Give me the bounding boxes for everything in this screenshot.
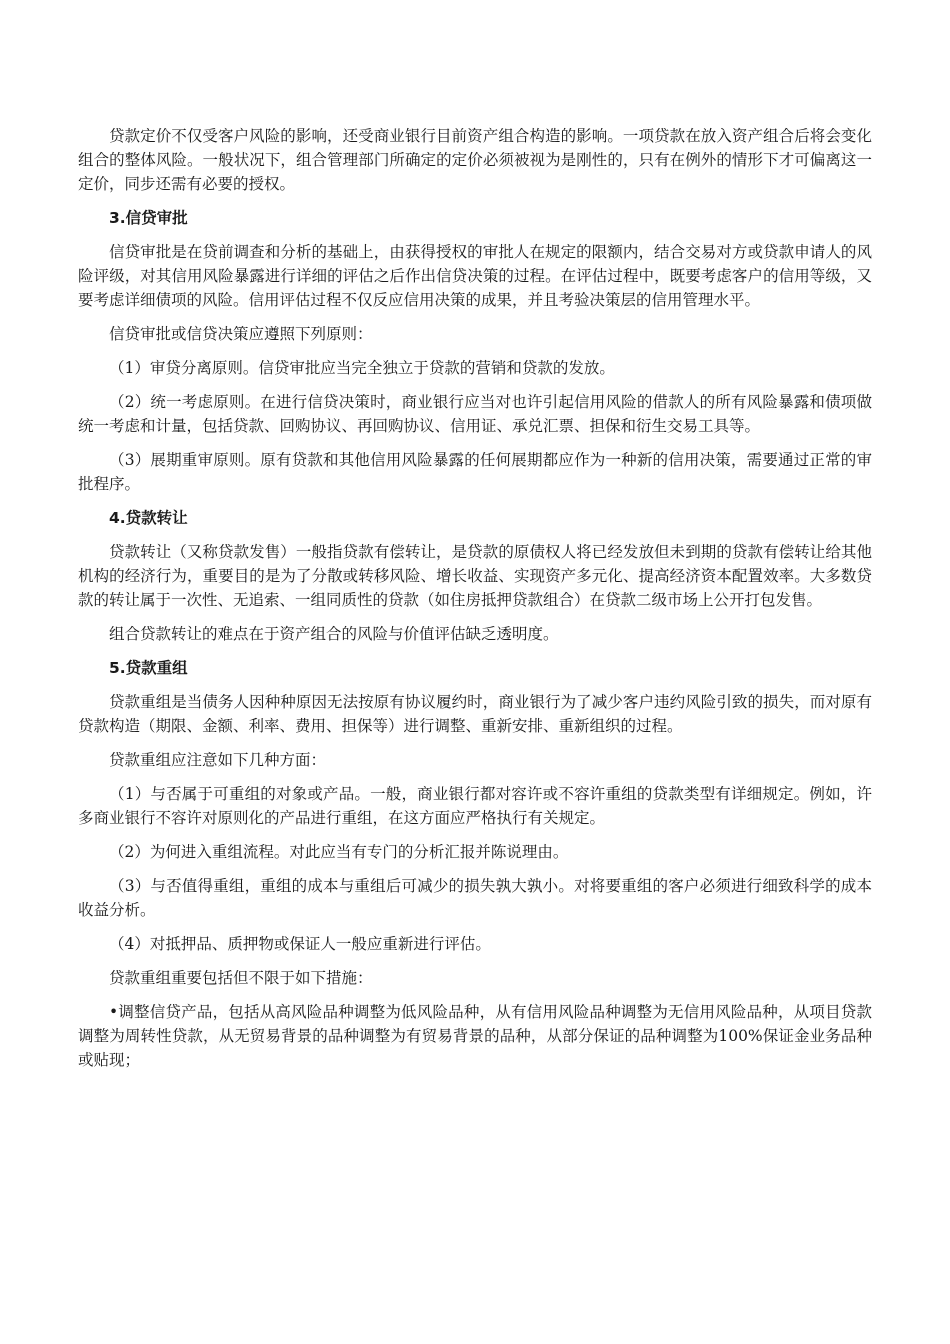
aspect-3: （3）与否值得重组，重组的成本与重组后可减少的损失孰大孰小。对将要重组的客户必须进行细致科学的成本收益分析。: [78, 877, 872, 919]
paragraph-pricing: 贷款定价不仅受客户风险的影响，还受商业银行目前资产组合构造的影响。一项贷款在放入资产组合后将会变化组合的整体风险。一般状况下，组合管理部门所确定的定价必须被视为是刚性的，只有在例外的情形下才可偏离这一定价，同步还需有必要的授权。: [78, 127, 872, 193]
paragraph-restructuring: 贷款重组是当债务人因种种原因无法按原有协议履约时，商业银行为了减少客户违约风险引致的损失，而对原有贷款构造（期限、金额、利率、费用、担保等）进行调整、重新安排、重新组织的过程。: [78, 693, 872, 735]
principle-1: （1）审贷分离原则。信贷审批应当完全独立于贷款的营销和贷款的发放。: [109, 359, 615, 377]
principle-2: （2）统一考虑原则。在进行信贷决策时，商业银行应当对也许引起信用风险的借款人的所有风险暴露和债项做统一考虑和计量，包括贷款、回购协议、再回购协议、信用证、承兑汇票、担保和衍生交易工具等。: [78, 393, 872, 435]
paragraph-principles-intro: 信贷审批或信贷决策应遵照下列原则：: [109, 325, 373, 343]
paragraph-credit-approval: 信贷审批是在贷前调查和分析的基础上，由获得授权的审批人在规定的限额内，结合交易对方或贷款申请人的风险评级，对其信用风险暴露进行详细的评估之后作出信贷决策的过程。在评估过程中，既要考虑客户的信用等级，又要考虑详细债项的风险。信用评估过程不仅反应信用决策的成果，并且考验决策层的信用管理水平。: [78, 243, 872, 309]
paragraph-measures-intro: 贷款重组重要包括但不限于如下措施：: [109, 969, 373, 987]
measure-bullet-1: •调整信贷产品，包括从高风险品种调整为低风险品种，从有信用风险品种调整为无信用风险品种，从项目贷款调整为周转性贷款，从无贸易背景的品种调整为有贸易背景的品种，从部分保证的品种调整为100%保证金业务品种或贴现；: [78, 1003, 872, 1069]
principle-3: （3）展期重审原则。原有贷款和其他信用风险暴露的任何展期都应作为一种新的信用决策，需要通过正常的审批程序。: [78, 451, 872, 493]
aspect-4: （4）对抵押品、质押物或保证人一般应重新进行评估。: [109, 935, 491, 953]
document-page: [78, 124, 872, 1082]
heading-credit-approval: 3.信贷审批: [109, 209, 188, 227]
heading-loan-transfer: 4.贷款转让: [109, 509, 188, 527]
aspect-2: （2）为何进入重组流程。对此应当有专门的分析汇报并陈说理由。: [109, 843, 569, 861]
paragraph-restructuring-aspects: 贷款重组应注意如下几种方面：: [109, 751, 327, 769]
paragraph-transfer-difficulty: 组合贷款转让的难点在于资产组合的风险与价值评估缺乏透明度。: [109, 625, 559, 643]
heading-loan-restructuring: 5.贷款重组: [109, 659, 188, 677]
paragraph-loan-transfer: 贷款转让（又称贷款发售）一般指贷款有偿转让，是贷款的原债权人将已经发放但未到期的贷款有偿转让给其他机构的经济行为，重要目的是为了分散或转移风险、增长收益、实现资产多元化、提高经济资本配置效率。大多数贷款的转让属于一次性、无追索、一组同质性的贷款（如住房抵押贷款组合）在贷款二级市场上公开打包发售。: [78, 543, 872, 609]
aspect-1: （1）与否属于可重组的对象或产品。一般，商业银行都对容许或不容许重组的贷款类型有详细规定。例如，许多商业银行不容许对原则化的产品进行重组，在这方面应严格执行有关规定。: [78, 785, 872, 827]
